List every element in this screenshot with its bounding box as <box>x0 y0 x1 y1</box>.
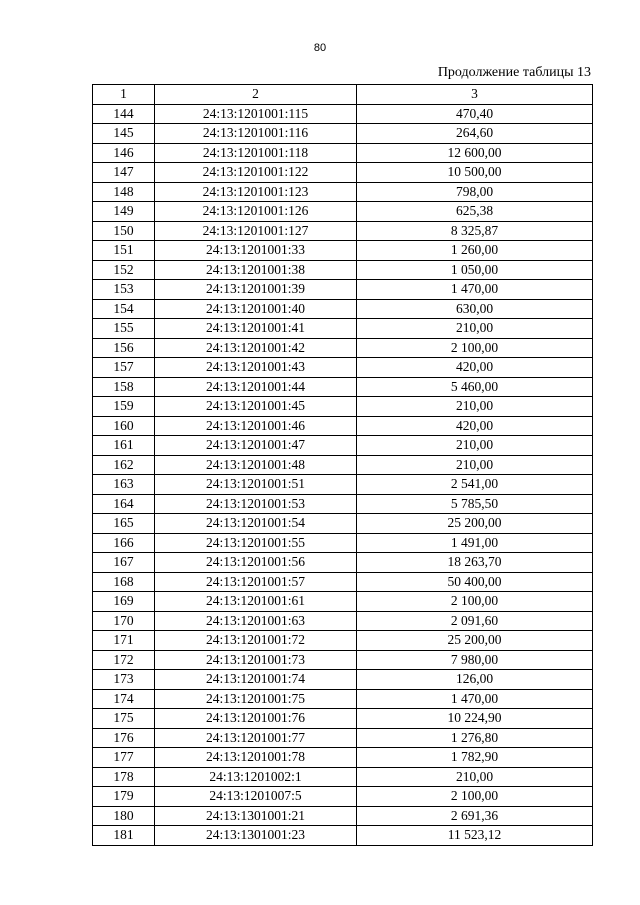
cadastral-number-cell: 24:13:1201001:41 <box>155 319 357 339</box>
amount-cell: 420,00 <box>357 416 593 436</box>
cadastral-number-cell: 24:13:1201001:39 <box>155 280 357 300</box>
cadastral-number-cell: 24:13:1201001:73 <box>155 650 357 670</box>
amount-cell: 1 470,00 <box>357 689 593 709</box>
cadastral-number-cell: 24:13:1301001:23 <box>155 826 357 846</box>
table-row <box>93 826 593 846</box>
cadastral-number-cell: 24:13:1201001:61 <box>155 592 357 612</box>
row-number-cell: 148 <box>93 182 155 202</box>
cadastral-number-cell: 24:13:1201001:45 <box>155 397 357 417</box>
page-number: 80 <box>313 42 327 54</box>
amount-cell: 1 050,00 <box>357 260 593 280</box>
amount-cell: 7 980,00 <box>357 650 593 670</box>
row-number-cell: 170 <box>93 611 155 631</box>
table-row <box>93 455 593 475</box>
row-number-cell: 179 <box>93 787 155 807</box>
cadastral-number-cell: 24:13:1201001:126 <box>155 202 357 222</box>
cadastral-number-cell: 24:13:1201001:115 <box>155 104 357 124</box>
amount-cell: 210,00 <box>357 455 593 475</box>
amount-cell: 210,00 <box>357 767 593 787</box>
row-number-cell: 173 <box>93 670 155 690</box>
cadastral-number-cell: 24:13:1301001:21 <box>155 806 357 826</box>
row-number-cell: 153 <box>93 280 155 300</box>
row-number-cell: 167 <box>93 553 155 573</box>
table-row <box>93 494 593 514</box>
table-row <box>93 104 593 124</box>
table-row <box>93 416 593 436</box>
amount-cell: 12 600,00 <box>357 143 593 163</box>
row-number-cell: 171 <box>93 631 155 651</box>
table-row <box>93 533 593 553</box>
cadastral-number-cell: 24:13:1201001:44 <box>155 377 357 397</box>
amount-cell: 1 470,00 <box>357 280 593 300</box>
row-number-cell: 163 <box>93 475 155 495</box>
table-row <box>93 728 593 748</box>
row-number-cell: 166 <box>93 533 155 553</box>
row-number-cell: 160 <box>93 416 155 436</box>
cadastral-number-cell: 24:13:1201001:127 <box>155 221 357 241</box>
cadastral-number-cell: 24:13:1201001:118 <box>155 143 357 163</box>
row-number-cell: 157 <box>93 358 155 378</box>
amount-cell: 1 491,00 <box>357 533 593 553</box>
row-number-cell: 181 <box>93 826 155 846</box>
amount-cell: 126,00 <box>357 670 593 690</box>
amount-cell: 11 523,12 <box>357 826 593 846</box>
cadastral-number-cell: 24:13:1201001:72 <box>155 631 357 651</box>
cadastral-number-cell: 24:13:1201001:75 <box>155 689 357 709</box>
cadastral-number-cell: 24:13:1201001:76 <box>155 709 357 729</box>
table-row <box>93 670 593 690</box>
table-continuation-title: Продолжение таблицы 13 <box>437 65 591 80</box>
amount-cell: 625,38 <box>357 202 593 222</box>
row-number-cell: 154 <box>93 299 155 319</box>
row-number-cell: 176 <box>93 728 155 748</box>
amount-cell: 50 400,00 <box>357 572 593 592</box>
table-row <box>93 806 593 826</box>
row-number-cell: 146 <box>93 143 155 163</box>
cadastral-number-cell: 24:13:1201001:78 <box>155 748 357 768</box>
amount-cell: 8 325,87 <box>357 221 593 241</box>
amount-cell: 5 460,00 <box>357 377 593 397</box>
amount-cell: 2 100,00 <box>357 338 593 358</box>
cadastral-number-cell: 24:13:1201001:74 <box>155 670 357 690</box>
table-row <box>93 611 593 631</box>
table-row <box>93 280 593 300</box>
cadastral-number-cell: 24:13:1201001:77 <box>155 728 357 748</box>
table-header-row <box>93 85 593 105</box>
table-row <box>93 748 593 768</box>
table-row <box>93 163 593 183</box>
row-number-cell: 151 <box>93 241 155 261</box>
amount-cell: 210,00 <box>357 436 593 456</box>
amount-cell: 18 263,70 <box>357 553 593 573</box>
amount-cell: 10 500,00 <box>357 163 593 183</box>
amount-cell: 2 091,60 <box>357 611 593 631</box>
table-row <box>93 241 593 261</box>
amount-cell: 2 691,36 <box>357 806 593 826</box>
amount-cell: 470,40 <box>357 104 593 124</box>
row-number-cell: 147 <box>93 163 155 183</box>
amount-cell: 210,00 <box>357 319 593 339</box>
table-row <box>93 475 593 495</box>
cadastral-number-cell: 24:13:1201001:57 <box>155 572 357 592</box>
row-number-cell: 144 <box>93 104 155 124</box>
table-row <box>93 689 593 709</box>
row-number-cell: 168 <box>93 572 155 592</box>
cadastral-number-cell: 24:13:1201001:51 <box>155 475 357 495</box>
table-row <box>93 377 593 397</box>
row-number-cell: 164 <box>93 494 155 514</box>
column-header: 1 <box>93 85 155 105</box>
amount-cell: 5 785,50 <box>357 494 593 514</box>
cadastral-number-cell: 24:13:1201001:55 <box>155 533 357 553</box>
row-number-cell: 174 <box>93 689 155 709</box>
cadastral-number-cell: 24:13:1201001:56 <box>155 553 357 573</box>
table-row <box>93 436 593 456</box>
cadastral-number-cell: 24:13:1201001:53 <box>155 494 357 514</box>
cadastral-number-cell: 24:13:1201001:123 <box>155 182 357 202</box>
table-row <box>93 338 593 358</box>
table-row <box>93 299 593 319</box>
table-row <box>93 767 593 787</box>
cadastral-number-cell: 24:13:1201001:40 <box>155 299 357 319</box>
table-row <box>93 592 593 612</box>
amount-cell: 2 100,00 <box>357 592 593 612</box>
table-row <box>93 514 593 534</box>
table-row <box>93 572 593 592</box>
row-number-cell: 162 <box>93 455 155 475</box>
cadastral-number-cell: 24:13:1201002:1 <box>155 767 357 787</box>
table-body <box>93 104 593 845</box>
row-number-cell: 152 <box>93 260 155 280</box>
table-row <box>93 143 593 163</box>
amount-cell: 630,00 <box>357 299 593 319</box>
cadastral-number-cell: 24:13:1201001:46 <box>155 416 357 436</box>
table-row <box>93 182 593 202</box>
cadastral-number-cell: 24:13:1201001:54 <box>155 514 357 534</box>
row-number-cell: 150 <box>93 221 155 241</box>
amount-cell: 1 260,00 <box>357 241 593 261</box>
amount-cell: 798,00 <box>357 182 593 202</box>
table-row <box>93 221 593 241</box>
row-number-cell: 161 <box>93 436 155 456</box>
row-number-cell: 149 <box>93 202 155 222</box>
cadastral-number-cell: 24:13:1201001:43 <box>155 358 357 378</box>
cadastral-number-cell: 24:13:1201001:42 <box>155 338 357 358</box>
table-row <box>93 358 593 378</box>
cadastral-number-cell: 24:13:1201001:122 <box>155 163 357 183</box>
table-row <box>93 631 593 651</box>
row-number-cell: 145 <box>93 124 155 144</box>
row-number-cell: 159 <box>93 397 155 417</box>
table-row <box>93 260 593 280</box>
table-row <box>93 319 593 339</box>
row-number-cell: 178 <box>93 767 155 787</box>
amount-cell: 25 200,00 <box>357 514 593 534</box>
table-row <box>93 709 593 729</box>
data-table <box>92 84 593 846</box>
cadastral-number-cell: 24:13:1201001:48 <box>155 455 357 475</box>
table-row <box>93 650 593 670</box>
cadastral-number-cell: 24:13:1201001:116 <box>155 124 357 144</box>
column-header: 3 <box>357 85 593 105</box>
amount-cell: 420,00 <box>357 358 593 378</box>
cadastral-number-cell: 24:13:1201001:33 <box>155 241 357 261</box>
row-number-cell: 156 <box>93 338 155 358</box>
amount-cell: 264,60 <box>357 124 593 144</box>
table-row <box>93 787 593 807</box>
amount-cell: 10 224,90 <box>357 709 593 729</box>
amount-cell: 210,00 <box>357 397 593 417</box>
amount-cell: 1 276,80 <box>357 728 593 748</box>
amount-cell: 2 100,00 <box>357 787 593 807</box>
cadastral-number-cell: 24:13:1201001:47 <box>155 436 357 456</box>
amount-cell: 1 782,90 <box>357 748 593 768</box>
row-number-cell: 165 <box>93 514 155 534</box>
row-number-cell: 155 <box>93 319 155 339</box>
row-number-cell: 169 <box>93 592 155 612</box>
row-number-cell: 172 <box>93 650 155 670</box>
row-number-cell: 158 <box>93 377 155 397</box>
column-header: 2 <box>155 85 357 105</box>
row-number-cell: 175 <box>93 709 155 729</box>
table-row <box>93 202 593 222</box>
amount-cell: 25 200,00 <box>357 631 593 651</box>
row-number-cell: 177 <box>93 748 155 768</box>
table-row <box>93 397 593 417</box>
table-row <box>93 553 593 573</box>
cadastral-number-cell: 24:13:1201001:63 <box>155 611 357 631</box>
row-number-cell: 180 <box>93 806 155 826</box>
amount-cell: 2 541,00 <box>357 475 593 495</box>
cadastral-number-cell: 24:13:1201007:5 <box>155 787 357 807</box>
table-row <box>93 124 593 144</box>
cadastral-number-cell: 24:13:1201001:38 <box>155 260 357 280</box>
